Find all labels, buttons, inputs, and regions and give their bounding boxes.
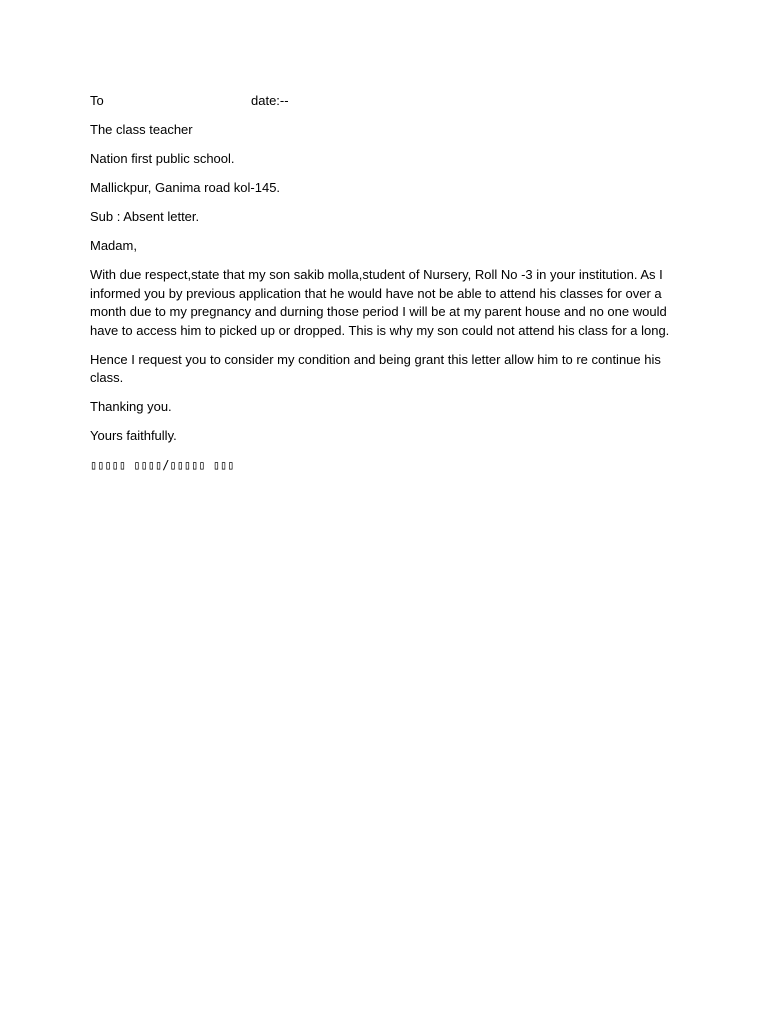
body-paragraph-2: Hence I request you to consider my condition and being grant this letter allow him to re continue his class. bbox=[90, 351, 661, 385]
to-date-line bbox=[90, 92, 670, 111]
salutation: Madam, bbox=[90, 238, 137, 253]
date-label: date:-- bbox=[251, 93, 289, 108]
school-address: Mallickpur, Ganima road kol-145. bbox=[90, 180, 281, 195]
closing-thanks: Thanking you. bbox=[90, 399, 172, 414]
signature: ▯▯▯▯▯ ▯▯▯▯/▯▯▯▯▯ ▯▯▯ bbox=[90, 458, 235, 472]
recipient: The class teacher bbox=[90, 122, 193, 137]
school-name: Nation first public school. bbox=[90, 151, 235, 166]
subject-line: Sub : Absent letter. bbox=[90, 209, 200, 224]
to-label: To bbox=[90, 93, 104, 108]
closing-signoff: Yours faithfully. bbox=[90, 428, 177, 443]
letter-page bbox=[90, 92, 670, 475]
body-paragraph-1: With due respect,state that my son sakib molla,student of Nursery, Roll No -3 in your institution. As I informed you by previous application that he would have not be able to attend his classes for over a month due to my pregnancy and durning those period I will be at my parent house and no one would have to access him to picked up or dropped. This is why my son could not attend his class for a long. bbox=[90, 267, 670, 338]
